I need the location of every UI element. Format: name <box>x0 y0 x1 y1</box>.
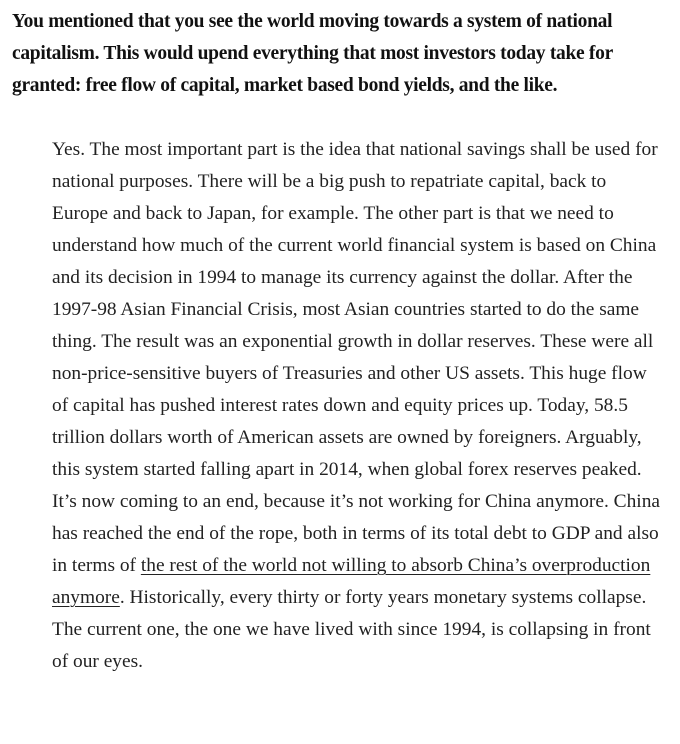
answer-text-part1: Yes. The most important part is the idea that national savings shall be used for national purposes. There will be a big push to repatriate capital, back to Europe and back to Japan, for example. The other part is that we need to understand how much of the current world financial system is based on China and its decision in 1994 to manage its currency against the dollar. After the 1997-98 Asian Financial Crisis, most Asian countries started to do the same thing. The result was an exponential growth in dollar reserves. These were all non-price-sensitive buyers of Treasuries and other US assets. This huge flow of capital has pushed interest rates down and equity prices up. Today, 58.5 trillion dollars worth of American assets are owned by foreigners. Arguably, this system started falling apart in 2014, when global forex reserves peaked. It’s now coming to an end, because it’s not working for China anymore. China has reached the end of the rope, both in terms of its total debt to GDP and also in terms of <box>52 139 660 576</box>
overproduction-link[interactable]: the rest of the world not willing to absorb China’s overproduction anymore <box>52 555 651 608</box>
interview-question: You mentioned that you see the world moving towards a system of national capitalism. This would upend everything that most investors today take for granted: free flow of capital, market based bond yields, and the like. <box>12 11 613 96</box>
interview-answer <box>52 134 662 678</box>
answer-text-part2: . Historically, every thirty or forty years monetary systems collapse. The current one, the one we have lived with since 1994, is collapsing in front of our eyes. <box>52 587 651 672</box>
